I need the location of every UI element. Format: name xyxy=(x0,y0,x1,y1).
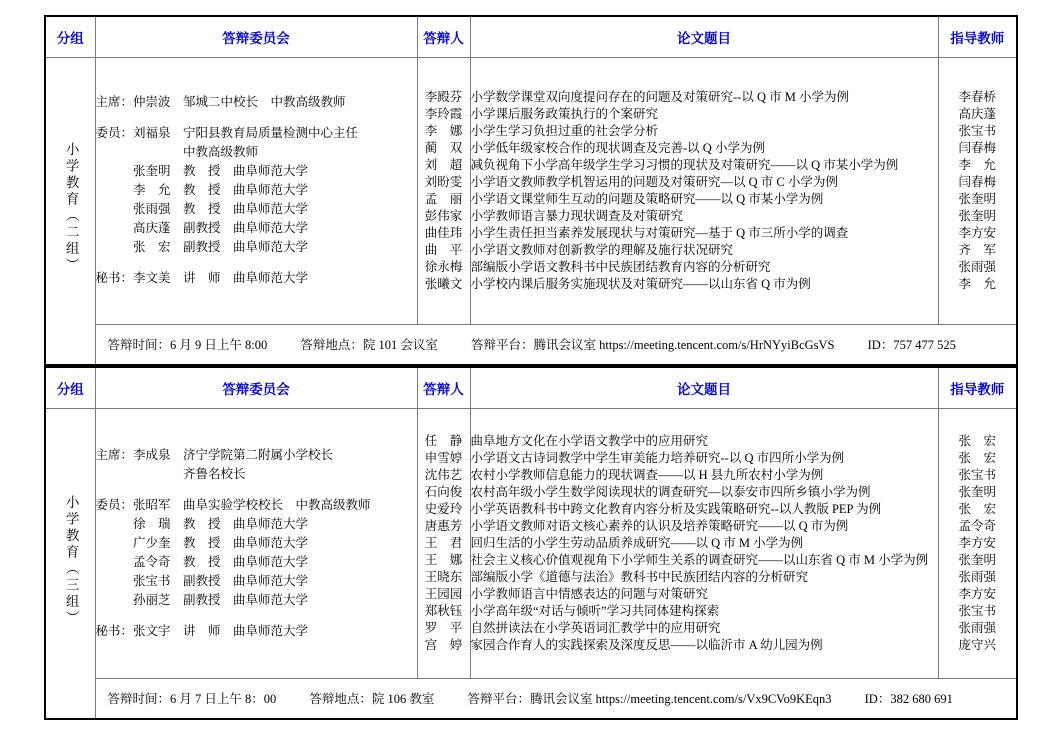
thesis-title: 小学语文课堂师生互动的问题及策略研究——以 Q 市某小学为例 xyxy=(470,191,824,206)
defense-time: 答辩时间：6 月 7 日上午 8：00 xyxy=(107,692,277,707)
thesis-title: 小学语文古诗词教学中学生审美能力培养研究--以 Q 市四所小学为例 xyxy=(470,450,845,465)
defenders-column xyxy=(417,57,470,324)
col-header-title: 论文题目 xyxy=(470,16,938,57)
defender-name: 张曦文 xyxy=(424,276,463,291)
meeting-id: ID：757 477 525 xyxy=(867,338,956,353)
advisor-name: 张雨强 xyxy=(958,569,996,584)
committee-line: 张宝书 副教授 曲阜师范大学 xyxy=(95,573,309,588)
group-label: 小学教育（三组） xyxy=(63,494,79,627)
col-header-title: 论文题目 xyxy=(470,367,938,408)
advisor-name: 李春桥 xyxy=(958,89,996,104)
defender-name: 王 娜 xyxy=(424,552,463,567)
col-header-committee: 答辩委员会 xyxy=(95,16,417,57)
thesis-title: 小学生责任担当素养发展现状与对策研究—基于 Q 市三所小学的调查 xyxy=(470,225,849,240)
committee-line: 孙丽芝 副教授 曲阜师范大学 xyxy=(95,592,309,607)
committee-line: 张雨强 教 授 曲阜师范大学 xyxy=(95,202,309,216)
advisor-name: 孟令奇 xyxy=(958,518,996,533)
defense-time: 答辩时间：6 月 9 日上午 8:00 xyxy=(107,338,268,353)
advisor-name: 张 宏 xyxy=(958,501,996,516)
defense-platform: 答辩平台：腾讯会议室 https://meeting.tencent.com/s/Vx9CVo9KEqn3 xyxy=(467,692,832,707)
defender-name: 李 娜 xyxy=(424,123,463,138)
defender-name: 蔺 双 xyxy=(424,140,463,155)
defender-name: 任 静 xyxy=(424,433,463,448)
committee-line: 李 允 教 授 曲阜师范大学 xyxy=(95,183,309,197)
thesis-title: 小学数学课堂双向度提问存在的问题及对策研究--以 Q 市 M 小学为例 xyxy=(470,89,849,104)
thesis-title: 小学语文教师对语文核心素养的认识及培养策略研究——以 Q 市为例 xyxy=(470,518,849,533)
advisor-name: 张雨强 xyxy=(958,620,996,635)
thesis-title: 农村小学教师信息能力的现状调查——以 H 县九所农村小学为例 xyxy=(470,467,824,482)
col-header-advisor: 指导教师 xyxy=(938,367,1017,408)
advisor-name: 李方安 xyxy=(958,535,996,550)
col-header-committee: 答辩委员会 xyxy=(95,367,417,408)
defender-name: 罗 平 xyxy=(424,620,463,635)
defender-name: 孟 丽 xyxy=(424,191,463,206)
defender-name: 王 君 xyxy=(424,535,463,550)
advisor-name: 李方安 xyxy=(958,225,996,240)
committee-line: 徐 瑞 教 授 曲阜师范大学 xyxy=(95,516,309,531)
advisor-name: 张奎明 xyxy=(958,484,996,499)
committee-line xyxy=(96,257,417,269)
defender-name: 石向俊 xyxy=(424,484,463,499)
thesis-title: 社会主义核心价值观视角下小学师生关系的调查研究——以山东省 Q 市 M 小学为例 xyxy=(470,552,929,567)
thesis-title: 小学课后服务政策执行的个案研究 xyxy=(470,106,659,121)
committee-cell xyxy=(95,57,417,324)
session-info-row xyxy=(45,678,1017,719)
committee-line: 高庆蓬 副教授 曲阜师范大学 xyxy=(95,221,309,235)
defender-name: 李玲霞 xyxy=(424,106,463,121)
advisor-name: 张 宏 xyxy=(958,450,996,465)
committee-line: 张 宏 副教授 曲阜师范大学 xyxy=(95,240,309,254)
col-header-defender: 答辩人 xyxy=(417,16,470,57)
defender-name: 史爱玲 xyxy=(424,501,463,516)
session-info-cell xyxy=(95,678,1017,719)
thesis-title: 小学语文教师教学机智运用的问题及对策研究—以 Q 市 C 小学为例 xyxy=(470,174,838,189)
committee-line: 主席：仲崇波 邹城二中校长 中教高级教师 xyxy=(95,95,346,109)
thesis-title: 曲阜地方文化在小学语文教学中的应用研究 xyxy=(470,433,709,448)
thesis-title: 部编版小学语文教科书中民族团结教育内容的分析研究 xyxy=(470,259,771,274)
thesis-title: 减负视角下小学高年级学生学习习惯的现状及对策研究——以 Q 市某小学为例 xyxy=(470,157,899,172)
thesis-title: 自然拼读法在小学英语词汇教学中的应用研究 xyxy=(470,620,721,635)
defense-place: 答辩地点：院 106 教室 xyxy=(309,692,435,707)
advisor-name: 齐 军 xyxy=(958,242,996,257)
defense-place: 答辩地点：院 101 会议室 xyxy=(300,338,438,353)
thesis-title: 小学教师语言暴力现状调查及对策研究 xyxy=(470,208,684,223)
advisor-name: 张奎明 xyxy=(958,552,996,567)
col-header-group: 分组 xyxy=(45,367,95,408)
defender-name: 宫 婷 xyxy=(424,637,463,652)
thesis-title: 小学语文教师对创新教学的理解及施行状况研究 xyxy=(470,242,734,257)
body-row xyxy=(45,57,1017,324)
thesis-title: 农村高年级小学生数学阅读现状的调查研究—以泰安市四所乡镇小学为例 xyxy=(470,484,871,499)
session-info-cell xyxy=(95,324,1017,365)
defender-name: 王园园 xyxy=(424,586,463,601)
thesis-title: 部编版小学《道德与法治》教科书中民族团结内容的分析研究 xyxy=(470,569,809,584)
defender-name: 曲佳玮 xyxy=(424,225,463,240)
defender-name: 申雪婷 xyxy=(424,450,463,465)
advisors-column xyxy=(938,57,1017,324)
defender-name: 曲 平 xyxy=(424,242,463,257)
defender-name: 李殿芬 xyxy=(424,89,463,104)
defender-name: 郑秋钰 xyxy=(424,603,463,618)
defender-name: 王晓东 xyxy=(424,569,463,584)
defender-name: 彭伟家 xyxy=(424,208,463,223)
thesis-title: 小学低年级家校合作的现状调查及完善-以 Q 小学为例 xyxy=(470,140,765,155)
committee-line: 主席：李成泉 济宁学院第二附属小学校长 xyxy=(95,447,334,462)
committee-line: 秘书：李文美 讲 师 曲阜师范大学 xyxy=(95,271,309,285)
col-header-defender: 答辩人 xyxy=(417,367,470,408)
defense-platform: 答辩平台：腾讯会议室 https://meeting.tencent.com/s/HrNYyiBcGsVS xyxy=(471,338,835,353)
advisor-name: 张 宏 xyxy=(958,433,996,448)
session-info-row xyxy=(45,324,1017,365)
advisor-name: 张奎明 xyxy=(958,208,996,223)
thesis-title: 小学教师语言中情感表达的问题与对策研究 xyxy=(470,586,709,601)
committee-line: 张奎明 教 授 曲阜师范大学 xyxy=(95,164,309,178)
advisor-name: 闫春梅 xyxy=(958,140,996,155)
defender-name: 沈伟艺 xyxy=(424,467,463,482)
committee-line: 秘书：张文宇 讲 师 曲阜师范大学 xyxy=(95,623,309,638)
thesis-title: 小学高年级“对话与倾听”学习共同体建构探索 xyxy=(470,603,720,618)
group-label: 小学教育（二组） xyxy=(63,142,79,275)
thesis-title: 小学英语教科书中跨文化教育内容分析及实践策略研究--以人教版 PEP 为例 xyxy=(470,501,882,516)
advisor-name: 李 允 xyxy=(958,157,996,172)
advisors-column xyxy=(938,408,1017,678)
header-row xyxy=(45,367,1017,408)
group-label-cell xyxy=(45,408,95,719)
defender-name: 徐永梅 xyxy=(424,259,463,274)
group-label-cell xyxy=(45,57,95,365)
titles-column xyxy=(470,408,938,678)
thesis-title: 回归生活的小学生劳动品质养成研究——以 Q 市 M 小学为例 xyxy=(470,535,804,550)
committee-line xyxy=(96,610,417,622)
committee-line xyxy=(96,112,417,124)
advisor-name: 高庆蓬 xyxy=(958,106,996,121)
defenders-column xyxy=(417,408,470,678)
thesis-title: 小学校内课后服务实施现状及对策研究——以山东省 Q 市为例 xyxy=(470,276,811,291)
col-header-group: 分组 xyxy=(45,16,95,57)
defense-group-table-1 xyxy=(44,15,1018,366)
committee-line: 齐鲁名校长 xyxy=(95,466,246,481)
advisor-name: 张雨强 xyxy=(958,259,996,274)
meeting-id: ID：382 680 691 xyxy=(864,692,953,707)
committee-line xyxy=(96,484,417,496)
committee-cell xyxy=(95,408,417,678)
defender-name: 唐惠芳 xyxy=(424,518,463,533)
advisor-name: 闫春梅 xyxy=(958,174,996,189)
header-row xyxy=(45,16,1017,57)
defender-name: 刘盼雯 xyxy=(424,174,463,189)
committee-line: 孟令奇 教 授 曲阜师范大学 xyxy=(95,554,309,569)
body-row xyxy=(45,408,1017,678)
thesis-title: 小学生学习负担过重的社会学分析 xyxy=(470,123,659,138)
thesis-title: 家园合作育人的实践探索及深度反思——以临沂市 A 幼儿园为例 xyxy=(470,637,823,652)
titles-column xyxy=(470,57,938,324)
advisor-name: 张宝书 xyxy=(958,603,996,618)
committee-line: 委员：张昭军 曲阜实验学校校长 中教高级教师 xyxy=(95,497,371,512)
advisor-name: 李 允 xyxy=(958,276,996,291)
col-header-advisor: 指导教师 xyxy=(938,16,1017,57)
advisor-name: 张宝书 xyxy=(958,467,996,482)
committee-line: 委员：刘福泉 宁阳县教育局质量检测中心主任 xyxy=(95,126,359,140)
defender-name: 刘 超 xyxy=(424,157,463,172)
committee-line: 广少奎 教 授 曲阜师范大学 xyxy=(95,535,309,550)
advisor-name: 庞守兴 xyxy=(958,637,996,652)
advisor-name: 张宝书 xyxy=(958,123,996,138)
advisor-name: 张奎明 xyxy=(958,191,996,206)
committee-line: 中教高级教师 xyxy=(95,145,259,159)
advisor-name: 李方安 xyxy=(958,586,996,601)
defense-group-table-2 xyxy=(44,366,1018,720)
